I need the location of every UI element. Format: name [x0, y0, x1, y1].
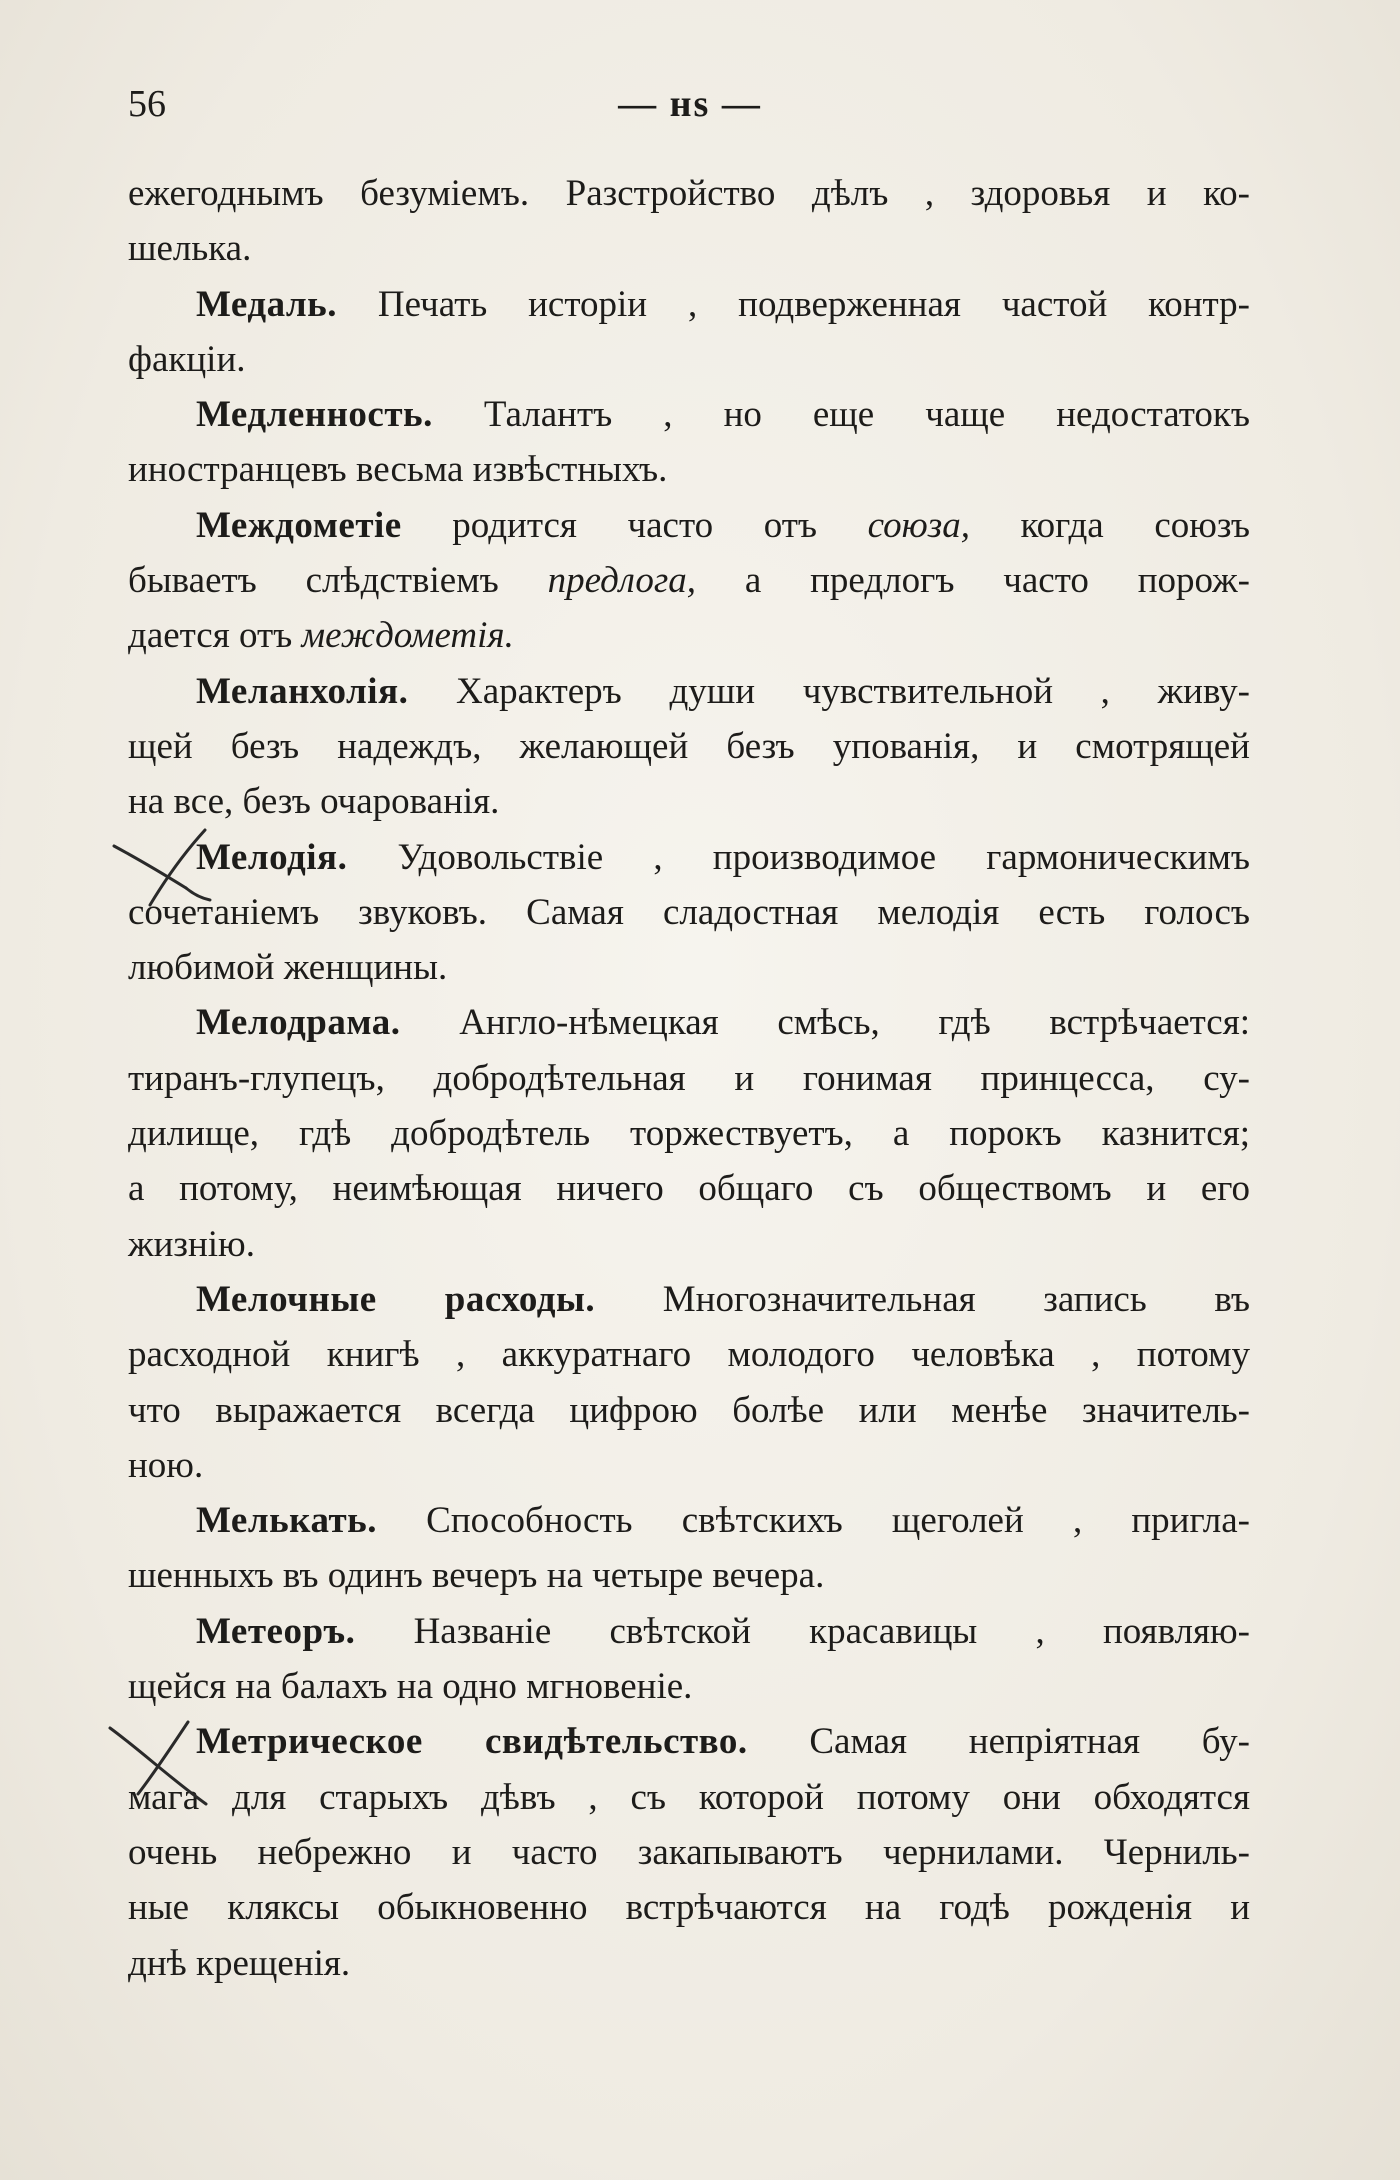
text-segment: днѣ крещенія.: [128, 1942, 351, 1984]
text-line: [128, 1493, 1250, 1548]
text-line: [128, 387, 1250, 442]
entry-paragraph: [128, 277, 1250, 388]
text-segment: шелька.: [128, 228, 252, 270]
text-segment: мага для старыхъ дѣвъ , съ которой потому они обходятся: [128, 1776, 1250, 1818]
text-segment: дилище, гдѣ добродѣтель торжествуетъ, а порокъ казнится;: [128, 1113, 1250, 1155]
entry-paragraph: [128, 830, 1250, 996]
text-segment: что выражается всегда цифрою болѣе или менѣе значитель-: [128, 1389, 1250, 1431]
entry-paragraph: [128, 1493, 1250, 1604]
text-segment: Способность свѣтскихъ щеголей , пригла-: [376, 1500, 1250, 1542]
text-line: [128, 1548, 1250, 1603]
text-body: [128, 166, 1250, 1991]
text-segment: очень небрежно и часто закапываютъ чернилами. Черниль-: [128, 1831, 1250, 1873]
text-segment: расходной книгѣ , аккуратнаго молодого человѣка , потому: [128, 1334, 1250, 1376]
page-header-mark: — нѕ —: [618, 83, 762, 125]
entry-paragraph: [128, 1604, 1250, 1715]
text-segment: а предлогъ часто порож-: [696, 560, 1250, 602]
entry-term: Медаль.: [196, 283, 337, 325]
text-line: [128, 553, 1250, 608]
text-segment: тиранъ-глупецъ, добродѣтельная и гонимая принцесса, су-: [128, 1057, 1250, 1099]
text-line: [128, 1825, 1250, 1880]
entry-paragraph: [128, 664, 1250, 830]
text-line: [128, 719, 1250, 774]
text-segment: любимой женщины.: [128, 947, 448, 989]
text-line: [128, 332, 1250, 387]
text-line: [128, 774, 1250, 829]
text-line: [128, 277, 1250, 332]
text-line: [128, 1272, 1250, 1327]
entry-term: Мелочные расходы.: [196, 1278, 596, 1320]
entry-term: Меланхолія.: [196, 670, 409, 712]
text-segment: бываетъ слѣдствіемъ: [128, 560, 548, 602]
text-segment: Удовольствіе , производимое гармоническимъ: [347, 836, 1250, 878]
text-segment: Самая непріятная бу-: [747, 1721, 1250, 1763]
text-line: [128, 498, 1250, 553]
italic-word: союза,: [867, 504, 970, 546]
text-line: [128, 1161, 1250, 1216]
entry-term: Медленность.: [196, 394, 433, 436]
text-segment: Характеръ души чувствительной , живу-: [408, 670, 1250, 712]
text-segment: ною.: [128, 1444, 204, 1486]
text-segment: сочетаніемъ звуковъ. Самая сладостная мелодія есть голосъ: [128, 891, 1250, 933]
italic-word: предлога,: [547, 560, 697, 602]
entry-term: Метеоръ.: [196, 1610, 356, 1652]
text-segment: дается отъ: [128, 615, 302, 657]
text-segment: ные кляксы обыкновенно встрѣчаются на годѣ рожденія и: [128, 1887, 1250, 1929]
text-segment: Талантъ , но еще чаще недостатокъ: [432, 394, 1250, 436]
text-segment: Многозначительная запись въ: [595, 1278, 1250, 1320]
text-segment: факціи.: [128, 338, 246, 380]
text-line: [128, 1659, 1250, 1714]
text-segment: Названіе свѣтской красавицы , появляю-: [355, 1610, 1250, 1652]
text-segment: когда союзъ: [969, 504, 1251, 546]
text-segment: родится часто отъ: [401, 504, 868, 546]
text-segment: щей безъ надеждъ, желающей безъ упованія, и смотрящей: [128, 725, 1250, 767]
text-line: [128, 885, 1250, 940]
entry-paragraph: [128, 498, 1250, 664]
text-line: [128, 1770, 1250, 1825]
text-segment: а потому, неимѣющая ничего общаго съ обществомъ и его: [128, 1168, 1250, 1210]
entry-paragraph: [128, 1272, 1250, 1493]
text-segment: на все, безъ очарованія.: [128, 781, 500, 823]
text-segment: Печать исторіи , подверженная частой контр-: [337, 283, 1250, 325]
text-segment: жизнію.: [128, 1223, 255, 1265]
text-line: [128, 830, 1250, 885]
text-line: [128, 1936, 1250, 1991]
text-segment: Англо-нѣмецкая смѣсь, гдѣ встрѣчается:: [400, 1002, 1250, 1044]
text-segment: шенныхъ въ одинъ вечеръ на четыре вечера.: [128, 1555, 825, 1597]
text-line: [128, 1604, 1250, 1659]
entry-paragraph: [128, 387, 1250, 498]
text-line: [128, 1438, 1250, 1493]
text-line: [128, 1880, 1250, 1935]
text-line: [128, 442, 1250, 497]
text-line: [128, 1383, 1250, 1438]
italic-word: междометія.: [301, 615, 514, 657]
text-line: [128, 1327, 1250, 1382]
text-line: [128, 1051, 1250, 1106]
text-segment: иностранцевъ весьма извѣстныхъ.: [128, 449, 668, 491]
text-line: [128, 221, 1250, 276]
entry-paragraph: [128, 995, 1250, 1271]
entry-term: Метрическое свидѣтельство.: [196, 1721, 748, 1763]
text-line: [128, 1106, 1250, 1161]
text-line: [128, 1714, 1250, 1769]
entry-term: Мелодрама.: [196, 1002, 401, 1044]
text-line: [128, 608, 1250, 663]
entry-term: Междометіе: [196, 504, 402, 546]
text-line: [128, 940, 1250, 995]
text-line: [128, 1217, 1250, 1272]
text-line: [128, 664, 1250, 719]
entry-paragraph: [128, 166, 1250, 277]
text-segment: щейся на балахъ на одно мгновеніе.: [128, 1666, 693, 1708]
text-line: [128, 166, 1250, 221]
page-number: 56: [128, 83, 166, 125]
entry-term: Мелькать.: [196, 1500, 377, 1542]
entry-paragraph: [128, 1714, 1250, 1990]
entry-term: Мелодія.: [196, 836, 348, 878]
text-line: [128, 995, 1250, 1050]
text-segment: ежегоднымъ безуміемъ. Разстройство дѣлъ , здоровья и ко-: [128, 173, 1250, 214]
